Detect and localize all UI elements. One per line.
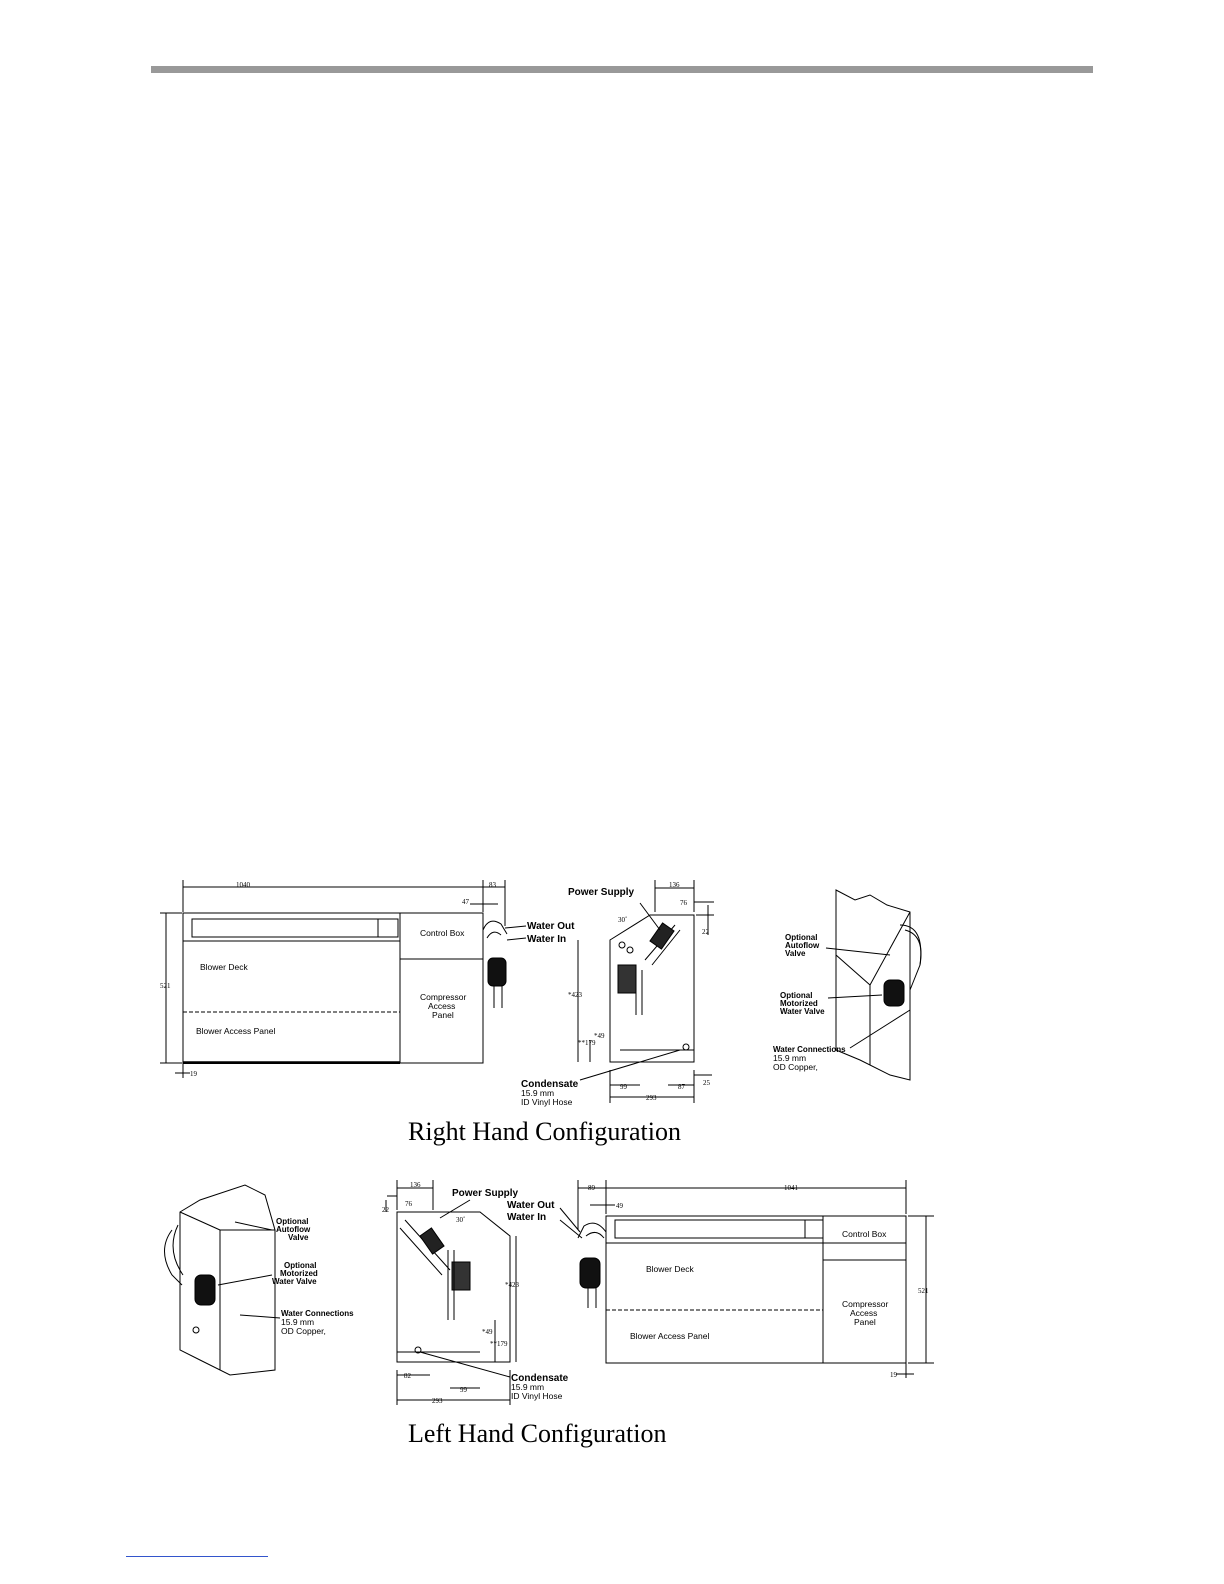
rs-423-dim: *423	[568, 991, 582, 999]
rf-water-out-label: Water Out	[527, 921, 575, 932]
ls-293-dim: 293	[432, 1397, 443, 1405]
rf-compressor-label-1: Compressor	[420, 992, 467, 1002]
rs-angle-dim: 30˚	[618, 916, 628, 924]
ri-water-2: 15.9 mm	[773, 1053, 807, 1063]
lf-water-out-label: Water Out	[507, 1200, 555, 1211]
rs-293-dim: 293	[646, 1094, 657, 1102]
rs-condensate-type: ID Vinyl Hose	[521, 1097, 573, 1107]
left-hand-caption: Left Hand Configuration	[408, 1419, 667, 1448]
ri-water-1: Water Connections	[773, 1045, 846, 1054]
li-water-1: Water Connections	[281, 1309, 354, 1318]
lf-water-in-label: Water In	[507, 1212, 547, 1223]
ri-autoflow-2: Autoflow	[785, 941, 820, 950]
li-motorized-3: Water Valve	[272, 1277, 317, 1286]
ri-water-3: OD Copper,	[773, 1062, 818, 1072]
ri-motorized-2: Motorized	[780, 999, 818, 1008]
rs-179-dim: **179	[578, 1039, 596, 1047]
rs-136-dim: 136	[669, 881, 680, 889]
rs-power-label: Power Supply	[568, 887, 635, 898]
ls-power-label: Power Supply	[452, 1188, 519, 1199]
rs-99-dim: 99	[620, 1083, 627, 1091]
lf-compressor-label-3: Panel	[854, 1317, 876, 1327]
ri-autoflow-1: Optional	[785, 933, 818, 942]
li-water-3: OD Copper,	[281, 1326, 326, 1336]
ls-82-dim: 82	[404, 1372, 411, 1380]
rf-pipe-dim: 83	[489, 881, 496, 889]
rf-blower-access-label: Blower Access Panel	[196, 1026, 276, 1036]
li-autoflow-2: Autoflow	[276, 1225, 311, 1234]
rs-condensate-size: 15.9 mm	[521, 1088, 555, 1098]
ls-condensate-label: Condensate	[511, 1373, 569, 1384]
ls-angle-dim: 30˚	[456, 1216, 466, 1224]
rs-22-dim: 22	[702, 928, 709, 936]
lf-pipe-dim: 89	[588, 1184, 595, 1192]
footer-link-underline	[126, 1556, 268, 1557]
li-water-2: 15.9 mm	[281, 1317, 315, 1327]
rf-control-box-label: Control Box	[420, 928, 465, 938]
ls-condensate-size: 15.9 mm	[511, 1382, 545, 1392]
lf-compressor-label-2: Access	[850, 1308, 878, 1318]
ls-99-dim: 99	[460, 1386, 467, 1394]
ls-49-dim: *49	[482, 1328, 493, 1336]
ls-76-dim: 76	[405, 1200, 412, 1208]
rf-water-in-label: Water In	[527, 934, 567, 945]
li-motorized-1: Optional	[284, 1261, 317, 1270]
li-motorized-2: Motorized	[280, 1269, 318, 1278]
rf-height-dim: 521	[160, 982, 171, 990]
ri-motorized-1: Optional	[780, 991, 813, 1000]
ls-179-dim: **179	[490, 1340, 508, 1348]
rs-49-dim: *49	[594, 1032, 605, 1040]
ls-22-dim: 22	[382, 1206, 389, 1214]
rf-compressor-label-2: Access	[428, 1001, 456, 1011]
lf-base-dim: 19	[890, 1371, 897, 1379]
lf-pipe-in-dim: 49	[616, 1202, 623, 1210]
left-iso-view	[165, 1185, 281, 1375]
right-side-view	[578, 880, 714, 1103]
lf-width-dim: 1041	[784, 1184, 798, 1192]
right-hand-caption: Right Hand Configuration	[408, 1117, 681, 1146]
rf-pipe-in-dim: 47	[462, 898, 469, 906]
lf-control-box-label: Control Box	[842, 1229, 887, 1239]
rs-87-dim: 87	[678, 1083, 685, 1091]
rf-base-dim: 19	[190, 1070, 197, 1078]
lf-blower-access-label: Blower Access Panel	[630, 1331, 710, 1341]
rf-compressor-label-3: Panel	[432, 1010, 454, 1020]
li-autoflow-1: Optional	[276, 1217, 309, 1226]
ls-136-dim: 136	[410, 1181, 421, 1189]
ls-condensate-type: ID Vinyl Hose	[511, 1391, 563, 1401]
rs-76-dim: 76	[680, 899, 687, 907]
lf-height-dim: 521	[918, 1287, 929, 1295]
rf-width-dim: 1040	[236, 881, 250, 889]
li-autoflow-3: Valve	[288, 1233, 309, 1242]
rs-25-dim: 25	[703, 1079, 710, 1087]
lf-compressor-label-1: Compressor	[842, 1299, 889, 1309]
right-front-view	[160, 880, 526, 1078]
ri-motorized-3: Water Valve	[780, 1007, 825, 1016]
ri-autoflow-3: Valve	[785, 949, 806, 958]
rs-condensate-label: Condensate	[521, 1079, 579, 1090]
ls-423-dim: *423	[505, 1281, 519, 1289]
lf-blower-deck-label: Blower Deck	[646, 1264, 694, 1274]
rf-blower-deck-label: Blower Deck	[200, 962, 248, 972]
